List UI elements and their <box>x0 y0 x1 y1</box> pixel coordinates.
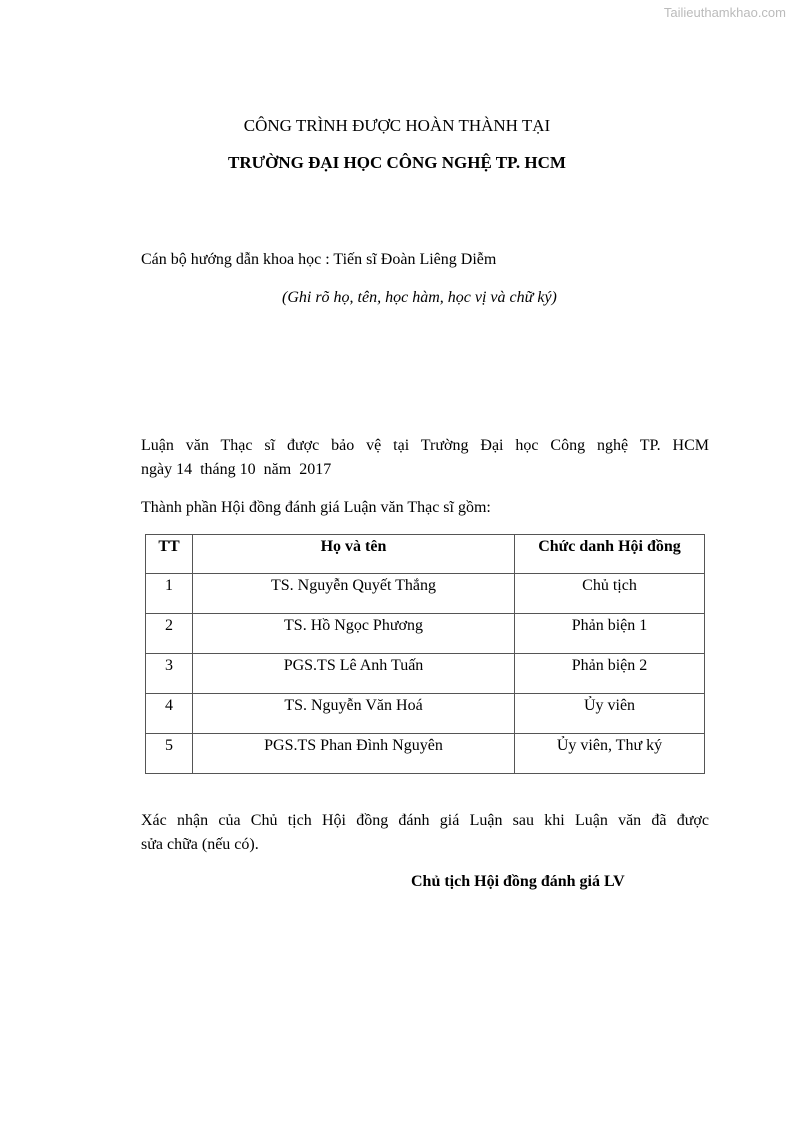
cell-role: Phản biện 2 <box>515 654 705 694</box>
cell-role: Ủy viên, Thư ký <box>515 734 705 774</box>
cell-name: TS. Nguyễn Văn Hoá <box>193 694 515 734</box>
header-tt: TT <box>146 535 193 574</box>
defense-line-1: Luận văn Thạc sĩ được bảo vệ tại Trường Đại học Công nghệ TP. HCM <box>141 437 709 454</box>
cell-role: Phản biện 1 <box>515 614 705 654</box>
supervisor-note: (Ghi rõ họ, tên, học hàm, học vị và chữ ký) <box>282 289 557 306</box>
defense-line-2: ngày 14 tháng 10 năm 2017 <box>141 461 332 478</box>
title-line-2: TRƯỜNG ĐẠI HỌC CÔNG NGHỆ TP. HCM <box>228 153 566 172</box>
watermark: Tailieuthamkhao.com <box>663 5 786 20</box>
title-line-1: CÔNG TRÌNH ĐƯỢC HOÀN THÀNH TẠI <box>243 116 551 135</box>
table-row <box>146 694 705 734</box>
confirm-line-2: sửa chữa (nếu có). <box>141 836 259 853</box>
table-row <box>146 614 705 654</box>
table-row <box>146 654 705 694</box>
cell-tt: 1 <box>146 574 193 614</box>
table-header-row <box>146 535 705 574</box>
confirm-line-1: Xác nhận của Chủ tịch Hội đồng đánh giá Luận sau khi Luận văn đã được <box>141 812 709 829</box>
header-name: Họ và tên <box>193 535 515 574</box>
cell-name: PGS.TS Lê Anh Tuấn <box>193 654 515 694</box>
supervisor: Cán bộ hướng dẫn khoa học : Tiến sĩ Đoàn Liêng Diễm <box>141 251 497 268</box>
table-row <box>146 574 705 614</box>
header-role: Chức danh Hội đồng <box>515 535 705 574</box>
signature-title: Chủ tịch Hội đồng đánh giá LV <box>411 873 625 890</box>
cell-role: Ủy viên <box>515 694 705 734</box>
table-row <box>146 734 705 774</box>
cell-role: Chủ tịch <box>515 574 705 614</box>
cell-tt: 2 <box>146 614 193 654</box>
cell-tt: 5 <box>146 734 193 774</box>
cell-name: TS. Nguyễn Quyết Thắng <box>193 574 515 614</box>
committee-intro: Thành phần Hội đồng đánh giá Luận văn Thạc sĩ gồm: <box>141 499 491 516</box>
committee-table <box>145 534 705 774</box>
cell-tt: 4 <box>146 694 193 734</box>
cell-name: TS. Hồ Ngọc Phương <box>193 614 515 654</box>
cell-name: PGS.TS Phan Đình Nguyên <box>193 734 515 774</box>
cell-tt: 3 <box>146 654 193 694</box>
